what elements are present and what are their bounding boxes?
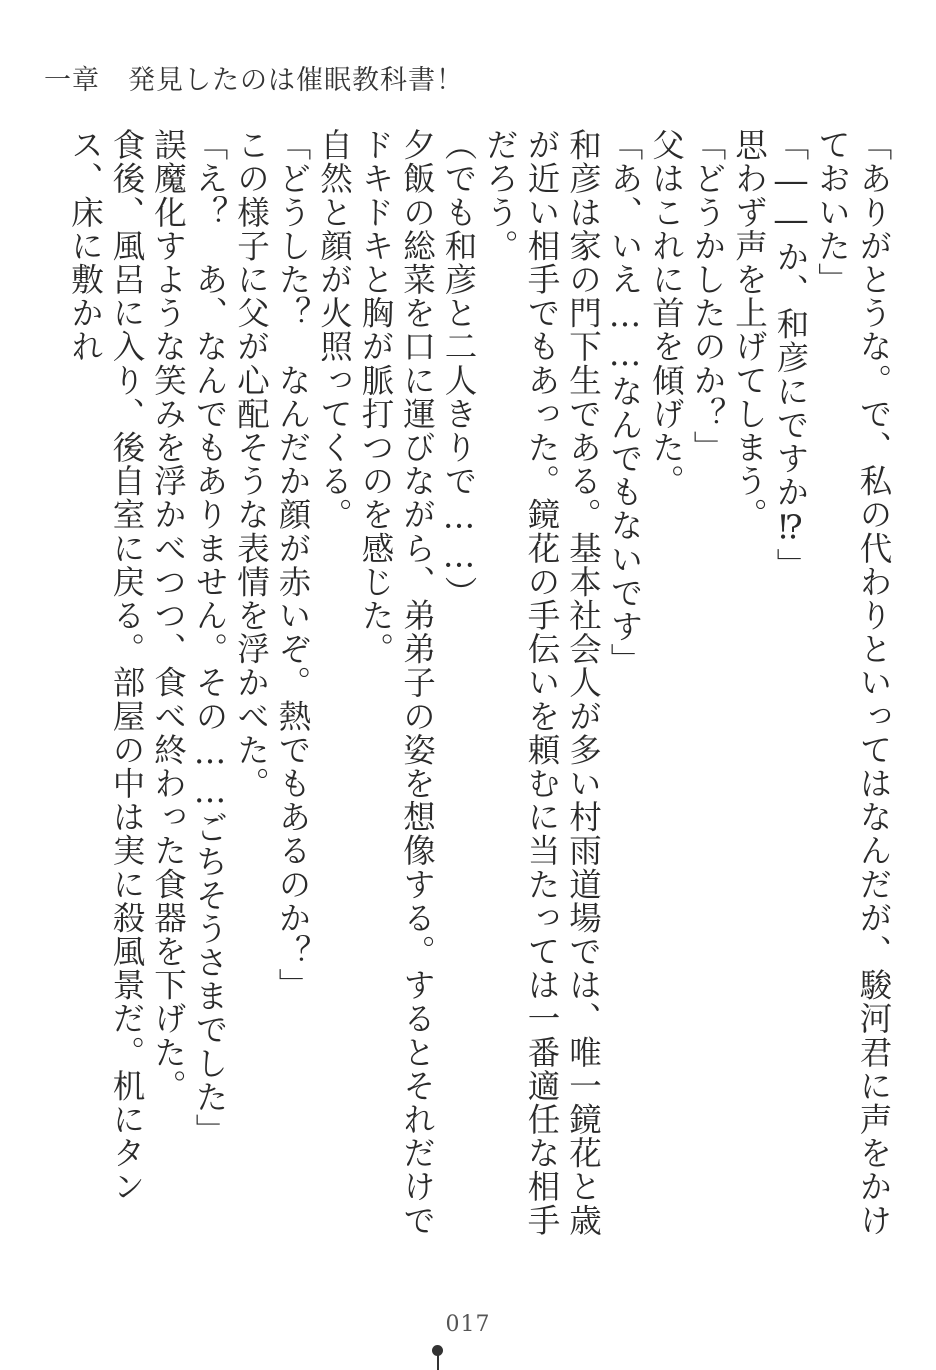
paragraph: 和彦は家の門下生である。基本社会人が多い村雨道場では、唯一鏡花と歳が近い相手でもあった。鏡花の手伝いを頼むに当たっては一番適任な相手だろう。 xyxy=(481,128,603,1237)
page-marker-icon xyxy=(432,1345,444,1370)
paragraph: 食後、風呂に入り、後自室に戻る。部屋の中は実に殺風景だ。机にタンス、床に敷かれ xyxy=(66,128,146,1204)
paragraph: 「え？ あ、なんでもありません。その……ごちそうさまでした」 xyxy=(191,128,229,1147)
paragraph: 父はこれに首を傾げた。 xyxy=(647,128,686,498)
paragraph: 「どうした？ なんだか顔が赤いぞ。熱でもあるのか？」 xyxy=(274,128,312,1002)
chapter-running-head: 一章 発見したのは催眠教科書！ xyxy=(44,65,464,96)
paragraph: （でも和彦と二人きりで……） xyxy=(440,128,478,610)
paragraph: この様子に父が心配そうな表情を浮かべた。 xyxy=(232,128,271,800)
vertical-body-text xyxy=(66,128,894,1258)
paragraph: 誤魔化すような笑みを浮かべつつ、食べ終わった食器を下げた。 xyxy=(149,128,188,1103)
page-number: 017 xyxy=(445,1312,491,1337)
paragraph: 「あ、いえ……なんでもないです」 xyxy=(606,128,644,677)
paragraph: 自然と顔が火照ってくる。 xyxy=(315,128,354,532)
paragraph: 「どうかしたのか？」 xyxy=(689,128,727,464)
paragraph: 「――か、和彦にですか⁉」 xyxy=(772,128,810,582)
paragraph: 「ありがとうな。で、私の代わりといってはなんだが、駿河君に声をかけておいた」 xyxy=(813,128,893,1237)
marker-stem xyxy=(437,1353,439,1370)
paragraph: 夕飯の総菜を口に運びながら、弟弟子の姿を想像する。するとそれだけでドキドキと胸が脈打つのを感じた。 xyxy=(357,128,437,1237)
paragraph: 思わず声を上げてしまう。 xyxy=(730,128,769,532)
